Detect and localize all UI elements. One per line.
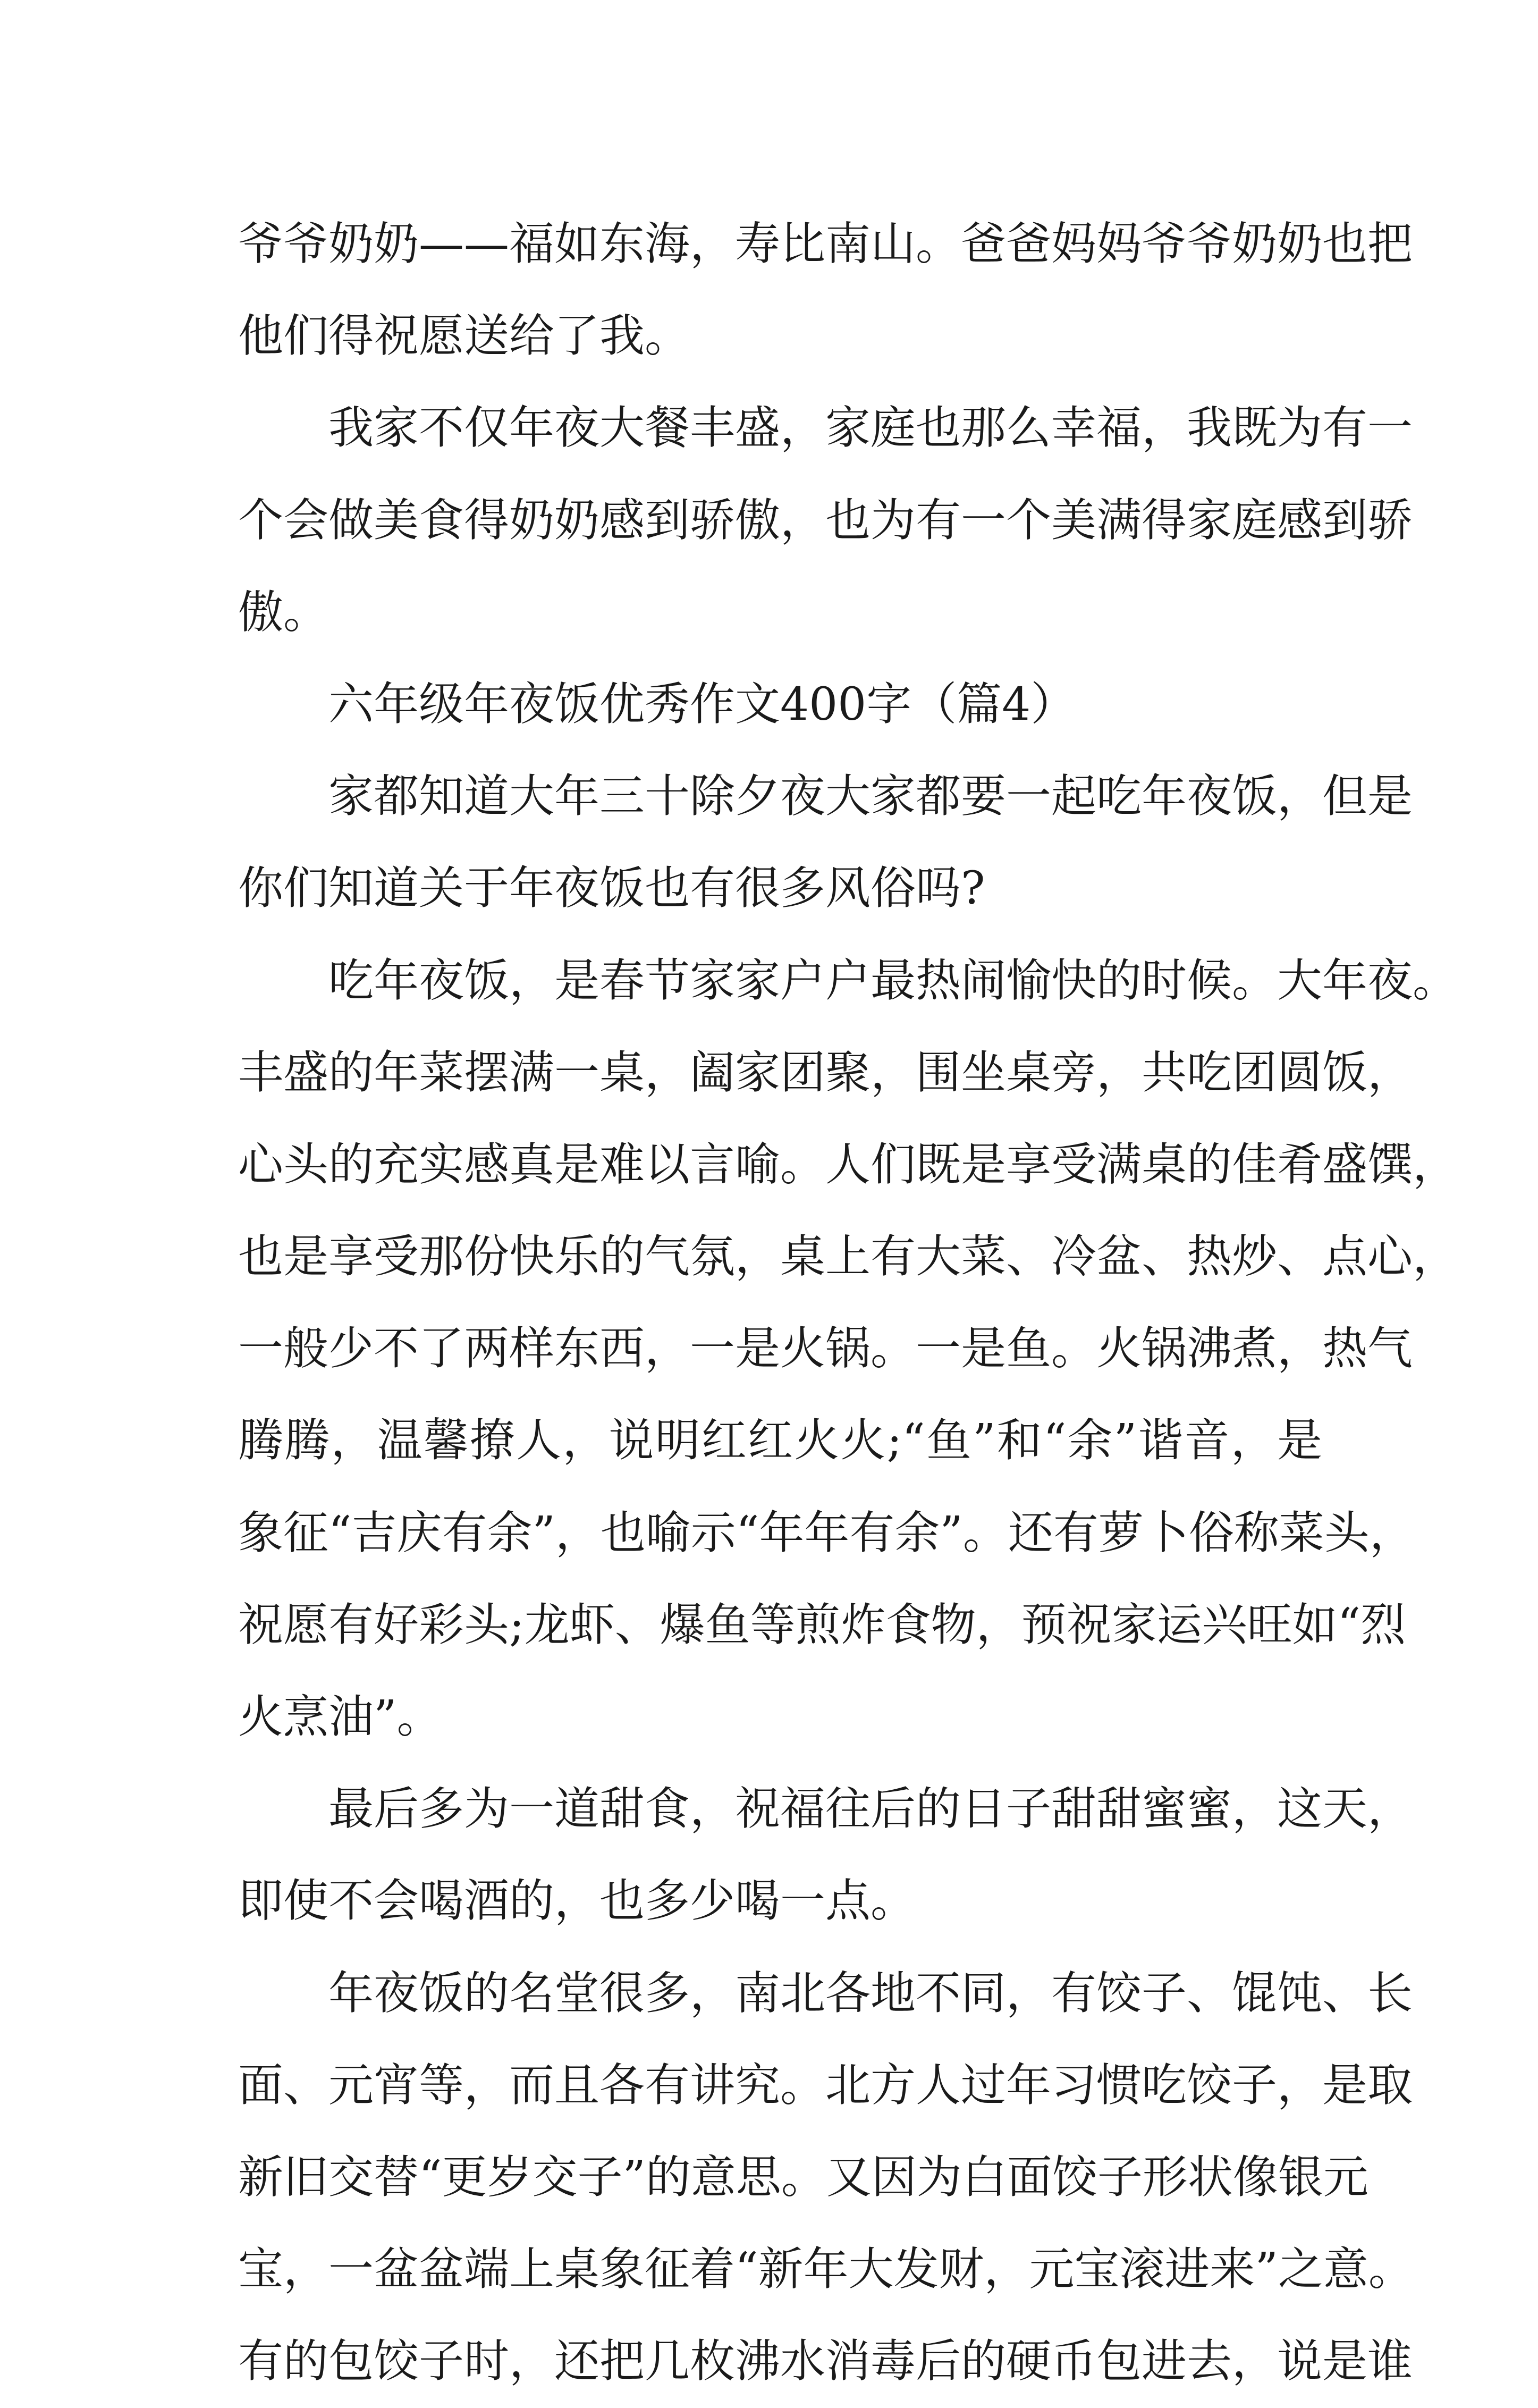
text-line: 年夜饭的名堂很多，南北各地不同，有饺子、馄饨、长 xyxy=(328,1967,1413,2020)
text-line: 有的包饺子时，还把几枚沸水消毒后的硬币包进去，说是谁 xyxy=(238,2335,1413,2388)
text-line: 吃年夜饭，是春节家家户户最热闹愉快的时候。大年夜。 xyxy=(328,954,1458,1007)
text-line: 你们知道关于年夜饭也有很多风俗吗? xyxy=(238,862,985,915)
text-line: 象征“吉庆有余”，也喻示“年年有余”。还有萝卜俗称菜头， xyxy=(238,1506,1415,1560)
text-line: 六年级年夜饭优秀作文400字（篇4） xyxy=(328,678,1076,731)
text-line: 祝愿有好彩头;龙虾、爆鱼等煎炸食物，预祝家运兴旺如“烈 xyxy=(238,1598,1406,1652)
document-body xyxy=(238,198,1458,2408)
text-line: 宝，一盆盆端上桌象征着“新年大发财，元宝滚进来”之意。 xyxy=(238,2243,1414,2296)
text-line: 我家不仅年夜大餐丰盛，家庭也那么幸福，我既为有一 xyxy=(328,402,1413,455)
text-line: 心头的充实感真是难以言喻。人们既是享受满桌的佳肴盛馔， xyxy=(238,1138,1458,1191)
text-line: 面、元宵等，而且各有讲究。北方人过年习惯吃饺子，是取 xyxy=(238,2059,1413,2112)
text-line: 傲。 xyxy=(238,586,329,639)
text-line: 新旧交替“更岁交子”的意思。又因为白面饺子形状像银元 xyxy=(238,2151,1368,2204)
text-line: 最后多为一道甜食，祝福往后的日子甜甜蜜蜜，这天， xyxy=(328,1783,1413,1836)
text-line: 丰盛的年菜摆满一桌，阖家团聚，围坐桌旁，共吃团圆饭， xyxy=(238,1046,1413,1099)
text-line: 他们得祝愿送给了我。 xyxy=(238,310,690,363)
text-line: 爷爷奶奶——福如东海，寿比南山。爸爸妈妈爷爷奶奶也把 xyxy=(238,218,1413,271)
text-line: 家都知道大年三十除夕夜大家都要一起吃年夜饭，但是 xyxy=(328,770,1413,823)
text-line: 一般少不了两样东西，一是火锅。一是鱼。火锅沸煮，热气 xyxy=(238,1323,1413,1376)
text-line: 即使不会喝酒的，也多少喝一点。 xyxy=(238,1875,916,1928)
text-line: 个会做美食得奶奶感到骄傲，也为有一个美满得家庭感到骄 xyxy=(238,494,1413,547)
text-line: 火烹油”。 xyxy=(238,1691,442,1744)
text-line: 腾腾，温馨撩人，说明红红火火;“鱼”和“余”谐音，是 xyxy=(238,1415,1322,1468)
text-line: 也是享受那份快乐的气氛，桌上有大菜、冷盆、热炒、点心， xyxy=(238,1231,1458,1284)
